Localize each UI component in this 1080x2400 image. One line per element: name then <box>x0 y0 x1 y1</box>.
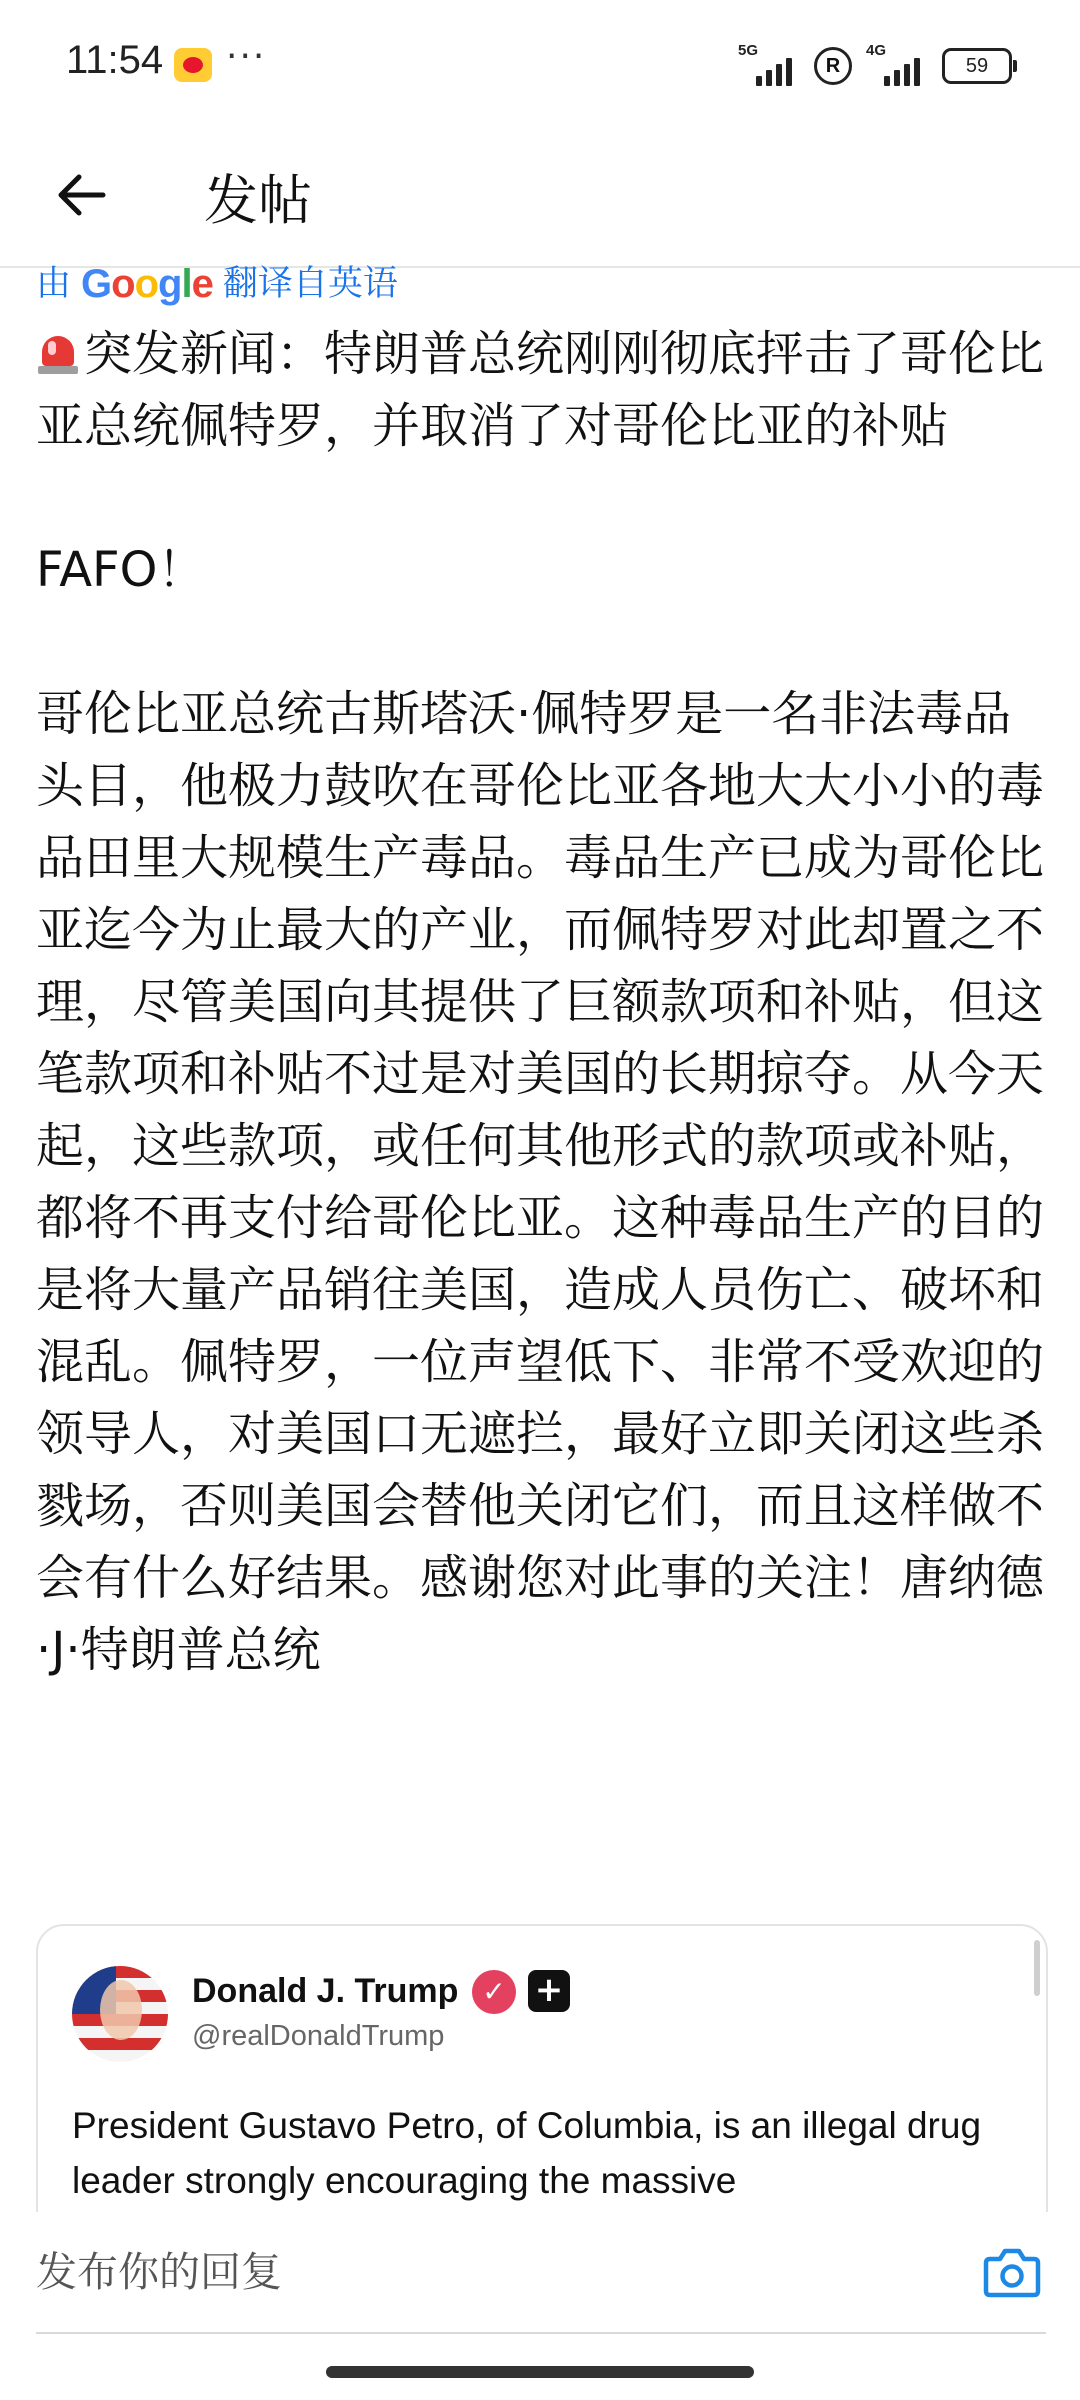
back-arrow-icon <box>55 173 107 217</box>
camera-button[interactable] <box>980 2242 1044 2302</box>
more-notifications-icon: ··· <box>226 36 267 77</box>
plus-badge-icon: + <box>528 1970 570 2012</box>
reply-input[interactable] <box>36 2212 1046 2334</box>
camera-icon <box>982 2245 1042 2299</box>
battery-icon: 59 <box>942 48 1012 84</box>
author-handle[interactable]: @realDonaldTrump <box>192 2020 445 2052</box>
google-logo: Google <box>81 262 213 306</box>
post-paragraph: 哥伦比亚总统古斯塔沃·佩特罗是一名非法毒品头目，他极力鼓吹在哥伦比亚各地大大小小的毒品田里大规模生产毒品。毒品生产已成为哥伦比亚迄今为止最大的产业，而佩特罗对此却置之不理，尽管美国向其提供了巨额款项和补贴，但这笔款项和补贴不过是对美国的长期掠夺。从今天起，这些款项，或任何其他形式的款项或补贴，都将不再支付给哥伦比亚。这种毒品生产的目的是将大量产品销往美国，造成人员伤亡、破坏和混乱。佩特罗，一位声望低下、非常不受欢迎的领导人，对美国口无遮拦，最好立即关闭这些杀戮场，否则美国会替他关闭它们，而且这样做不会有什么好结果。感谢您对此事的关注！唐纳德·J·特朗普总统 <box>36 686 1045 1678</box>
embedded-post-text: President Gustavo Petro, of Columbia, is an illegal drug leader strongly encouraging the massive <box>72 2105 982 2201</box>
status-time: 11:54 <box>66 38 164 82</box>
status-bar <box>0 0 1080 130</box>
page-title: 发帖 <box>204 169 312 232</box>
post-content <box>36 256 1046 1758</box>
post-body <box>36 318 1046 1686</box>
translation-prefix: 由 <box>36 264 72 304</box>
author-name[interactable]: Donald J. Trump <box>192 1972 459 2010</box>
signal-4g-icon <box>866 42 928 86</box>
reply-bar <box>0 2212 1080 2342</box>
roaming-icon: R <box>814 47 852 85</box>
translation-suffix: 翻译自英语 <box>222 264 398 304</box>
signal-5g-icon <box>738 42 800 86</box>
app-header <box>0 130 1080 268</box>
card-scrollbar[interactable] <box>1034 1940 1040 1996</box>
post-headline <box>36 318 1046 462</box>
network-5g-label: 5G <box>738 42 759 59</box>
post-headline-text: 突发新闻：特朗普总统刚刚彻底抨击了哥伦比亚总统佩特罗，并取消了对哥伦比亚的补贴 <box>36 326 1045 454</box>
network-4g-label: 4G <box>866 42 887 59</box>
back-button[interactable] <box>46 160 116 230</box>
siren-icon <box>36 330 80 376</box>
home-indicator[interactable] <box>326 2366 754 2378</box>
post-exclamation: FAFO！ <box>36 542 206 598</box>
verified-badge-icon: ✓ <box>472 1970 516 2014</box>
translation-note[interactable] <box>36 256 1046 312</box>
weibo-icon <box>174 48 212 82</box>
avatar[interactable] <box>72 1966 168 2062</box>
status-indicators <box>738 44 1012 88</box>
